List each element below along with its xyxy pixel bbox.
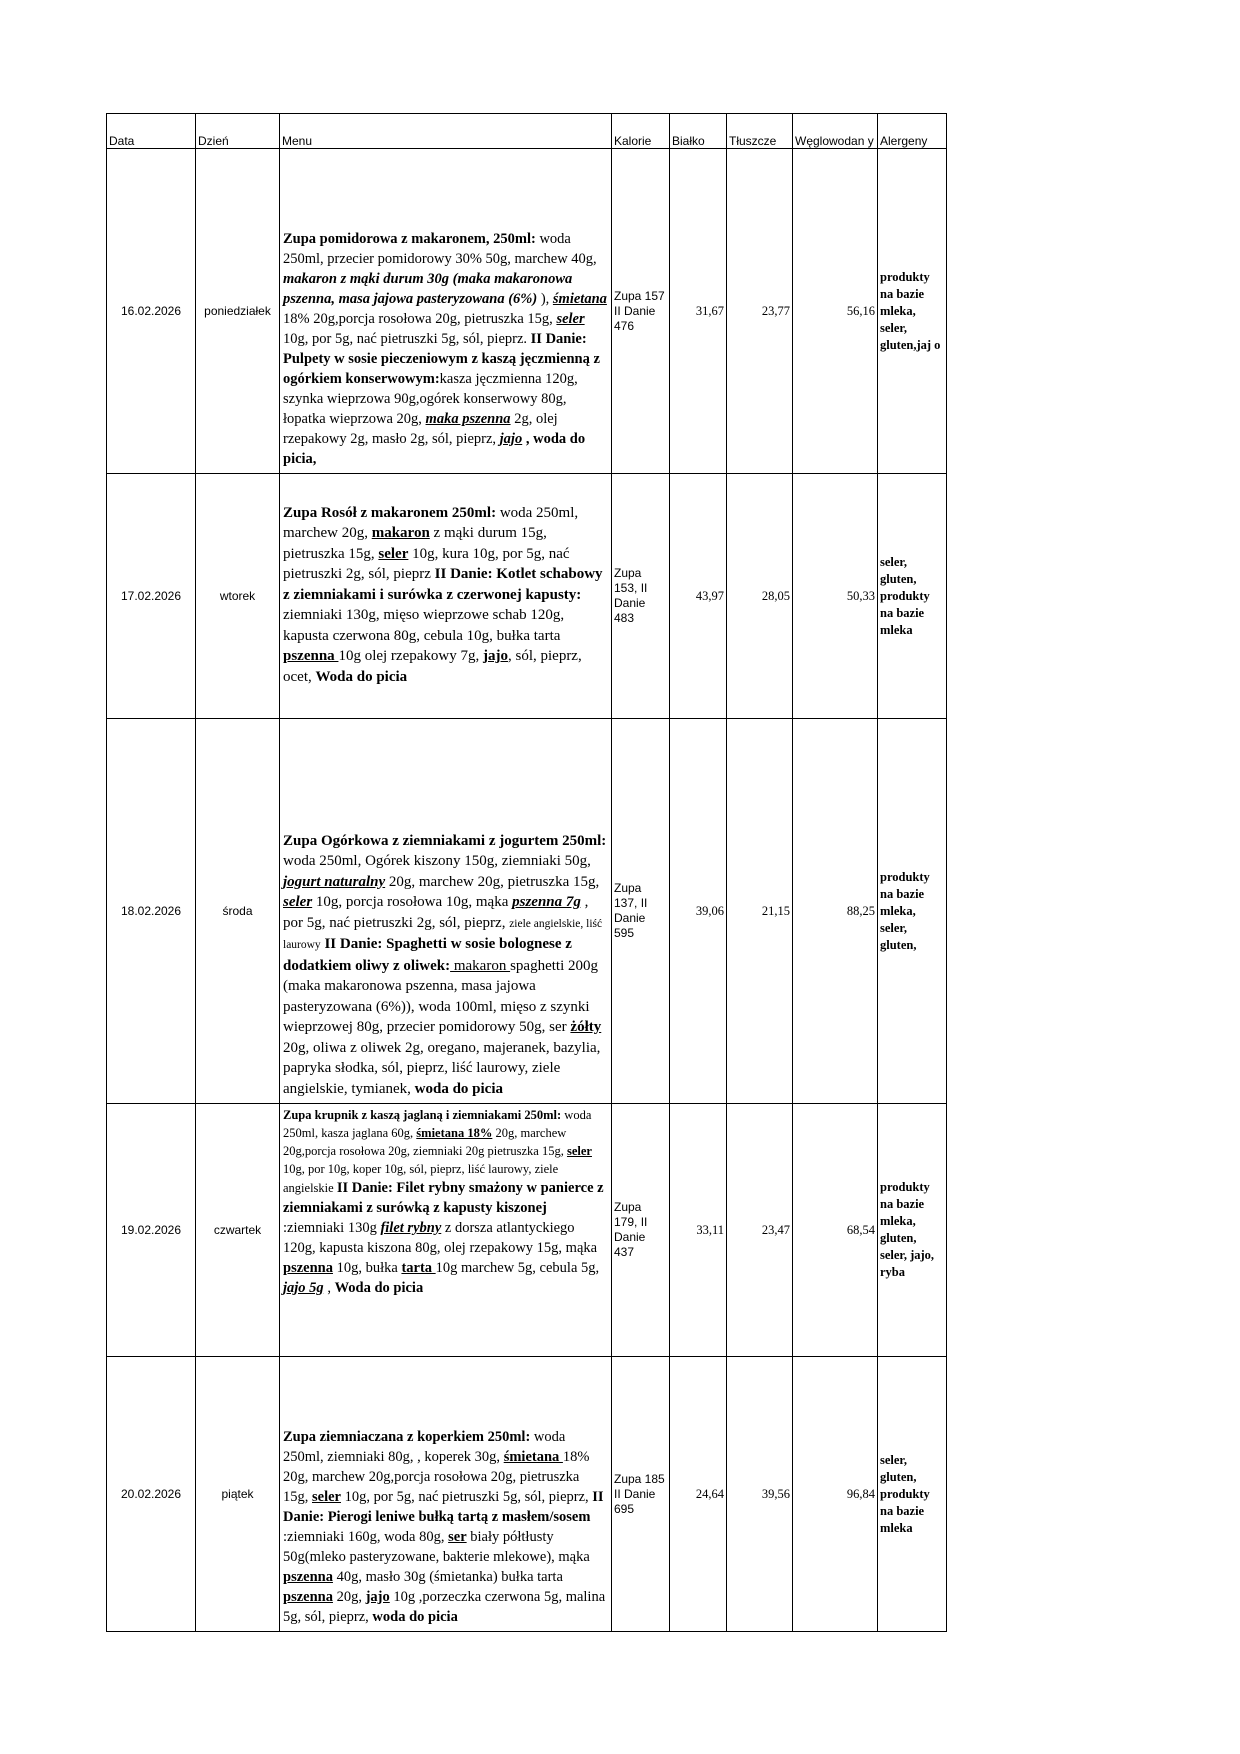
bialko-cell: 33,11	[670, 1104, 727, 1357]
bialko-cell: 43,97	[670, 474, 727, 719]
menu-text: , sól, pieprz, ocet,	[283, 648, 582, 685]
menu-cell	[280, 149, 612, 474]
menu-text: spaghetti 200g (maka makaronowa pszenna, masa jajowa pasteryzowana (6%)), woda 100ml, mięso z szynki wieprzowej 80g, przecier pomidorowy 50g, ser	[283, 957, 598, 1035]
menu-soup-title: Zupa krupnik z kaszą jaglaną i ziemniakami 250ml:	[283, 1108, 562, 1122]
menu-allergen-text: żółty	[570, 1019, 602, 1035]
weglowodany-cell: 50,33	[793, 474, 878, 719]
header-weglowodany: Węglowodan y	[793, 114, 878, 149]
menu-text: Woda do picia	[315, 668, 408, 685]
date-cell: 20.02.2026	[107, 1357, 196, 1632]
menu-allergen-text: jajo	[482, 648, 508, 665]
menu-text: 40g, masło 30g (śmietanka) bułka tarta	[332, 1569, 563, 1585]
menu-text: 10g, por 5g, nać pietruszki 5g, sól, pieprz.	[283, 331, 531, 347]
header-kalorie: Kalorie	[612, 114, 670, 149]
menu-text: z dorsza atlantyckiego 120g, kapusta kiszona 80g, olej rzepakowy 15g, mąka	[283, 1220, 598, 1256]
menu-cell	[280, 1104, 612, 1357]
day-cell: czwartek	[196, 1104, 280, 1357]
tluszcze-cell: 23,77	[727, 149, 793, 474]
menu-main-title: II Danie: Spaghetti w sosie bolognese z dodatkiem oliwy z oliwek:	[283, 936, 572, 974]
kalorie-cell: Zupa 157 II Danie 476	[612, 149, 670, 474]
menu-allergen-text: seler	[312, 1489, 341, 1505]
menu-text: 10g, kura 10g, por 5g, nać pietruszki 2g, sól, pieprz	[283, 545, 570, 583]
table-row	[107, 149, 947, 474]
menu-allergen-text: pszenna	[283, 1589, 333, 1605]
menu-allergen-text: pszenna	[283, 1569, 333, 1585]
tluszcze-cell: 28,05	[727, 474, 793, 719]
menu-table	[106, 113, 947, 1632]
menu-text: ),	[537, 291, 553, 307]
table-row	[107, 1357, 947, 1632]
menu-text: woda do picia	[372, 1609, 458, 1625]
menu-allergen-text: seler	[283, 894, 313, 910]
menu-text: 10g, por 5g, nać pietruszki 5g, sól, pieprz,	[340, 1489, 593, 1505]
menu-allergen-text: makaron	[371, 525, 430, 542]
tluszcze-cell: 23,47	[727, 1104, 793, 1357]
menu-text: 10g, por 10g, koper 10g, sól, pieprz, liść laurowy, ziele angielskie	[283, 1162, 559, 1195]
date-cell: 17.02.2026	[107, 474, 196, 719]
menu-allergen-text: seler	[566, 1144, 592, 1158]
weglowodany-cell: 96,84	[793, 1357, 878, 1632]
menu-allergen-text: makaron z mąki durum 30g (maka makaronowa pszenna, masa jajowa pasteryzowana (6%)	[283, 271, 573, 307]
menu-text: woda 250ml, ziemniaki 80g, , koperek 30g,	[283, 1429, 566, 1465]
alergeny-cell: produkty na bazie mleka, seler, gluten,	[878, 719, 947, 1104]
day-cell: poniedziałek	[196, 149, 280, 474]
header-tluszcze: Tłuszcze	[727, 114, 793, 149]
alergeny-cell: produkty na bazie mleka, gluten, seler, jajo, ryba	[878, 1104, 947, 1357]
header-menu: Menu	[280, 114, 612, 149]
table-row	[107, 474, 947, 719]
menu-soup-title: Zupa pomidorowa z makaronem, 250ml:	[283, 231, 536, 247]
menu-cell	[280, 474, 612, 719]
weglowodany-cell: 88,25	[793, 719, 878, 1104]
bialko-cell: 24,64	[670, 1357, 727, 1632]
menu-allergen-text: ser	[448, 1529, 467, 1545]
menu-text: woda 250ml, marchew 20g,	[283, 504, 579, 542]
table-row	[107, 1104, 947, 1357]
bialko-cell: 31,67	[670, 149, 727, 474]
kalorie-cell: Zupa 185 II Danie 695	[612, 1357, 670, 1632]
menu-text: 10g, bułka	[332, 1260, 402, 1276]
kalorie-cell: Zupa 153, II Danie 483	[612, 474, 670, 719]
day-cell: wtorek	[196, 474, 280, 719]
menu-soup-title: Zupa Ogórkowa z ziemniakami z jogurtem 250ml:	[283, 832, 607, 849]
menu-allergen-text: makaron	[450, 957, 511, 974]
menu-text: 20g, marchew 20g, pietruszka 15g,	[385, 873, 600, 890]
menu-allergen-text: seler	[378, 545, 409, 562]
header-alergeny: Alergeny	[878, 114, 947, 149]
alergeny-cell: seler, gluten, produkty na bazie mleka	[878, 1357, 947, 1632]
menu-allergen-text: pszenna 7g	[512, 894, 581, 910]
menu-text: ,	[323, 1280, 335, 1296]
alergeny-cell: seler, gluten, produkty na bazie mleka	[878, 474, 947, 719]
menu-text: woda do picia	[414, 1080, 503, 1097]
menu-text: biały półtłusty 50g(mleko pasteryzowane, bakterie mlekowe), mąka	[283, 1529, 590, 1565]
menu-text: 10g olej rzepakowy 7g,	[338, 648, 483, 665]
menu-allergen-text: śmietana	[503, 1449, 563, 1465]
menu-allergen-text: seler	[556, 311, 585, 327]
menu-allergen-text: śmietana	[552, 291, 607, 307]
menu-main-title: II Danie: Filet rybny smażony w panierce z ziemniakami z surówką z kapusty kiszonej	[283, 1180, 604, 1216]
menu-allergen-text: pszenna	[283, 648, 339, 665]
menu-soup-title: Zupa ziemniaczana z koperkiem 250ml:	[283, 1429, 531, 1445]
menu-allergen-text: jajo	[499, 431, 523, 447]
header-bialko: Białko	[670, 114, 727, 149]
menu-cell	[280, 719, 612, 1104]
weglowodany-cell: 68,54	[793, 1104, 878, 1357]
menu-allergen-text: filet rybny	[380, 1220, 442, 1236]
header-row	[107, 114, 947, 149]
menu-text: 2g, olej rzepakowy 2g, masło 2g, sól, pieprz,	[283, 411, 558, 447]
menu-text: :ziemniaki 130g	[283, 1220, 381, 1236]
menu-text: 10g ,porzeczka czerwona 5g, malina 5g, sól, pieprz,	[283, 1589, 606, 1625]
menu-soup-title: Zupa Rosół z makaronem 250ml:	[283, 504, 497, 521]
menu-text: 20g, marchew 20g,porcja rosołowa 20g, ziemniaki 20g pietruszka 15g,	[283, 1126, 567, 1158]
menu-allergen-text: tarta	[401, 1260, 436, 1276]
menu-text: ziemniaki 130g, mięso wieprzowe schab 120g, kapusta czerwona 80g, cebula 10g, bułka tarta	[283, 607, 565, 644]
bialko-cell: 39,06	[670, 719, 727, 1104]
menu-cell	[280, 1357, 612, 1632]
tluszcze-cell: 39,56	[727, 1357, 793, 1632]
menu-main-title: II Danie: Kotlet schabowy z ziemniakami i surówka z czerwonej kapusty:	[283, 566, 603, 603]
table-row	[107, 719, 947, 1104]
menu-text: ziele angielskie, liść laurowy	[283, 917, 603, 951]
menu-text: Woda do picia	[334, 1280, 424, 1296]
menu-text: 20g, oliwa z oliwek 2g, oregano, majeranek, bazylia, papryka słodka, sól, pieprz, liść laurowy, ziele angielskie, tymianek,	[283, 1039, 601, 1097]
header-data: Data	[107, 114, 196, 149]
menu-text: 20g,	[332, 1589, 366, 1605]
header-dzien: Dzień	[196, 114, 280, 149]
weglowodany-cell: 56,16	[793, 149, 878, 474]
menu-text: woda 250ml, Ogórek kiszony 150g, ziemniaki 50g,	[283, 853, 591, 869]
kalorie-cell: Zupa 179, II Danie 437	[612, 1104, 670, 1357]
menu-main-title: II Danie: Pierogi leniwe bułką tartą z masłem/sosem	[283, 1489, 604, 1525]
menu-text: woda 250ml, kasza jaglana 60g,	[283, 1108, 592, 1140]
menu-allergen-text: jogurt naturalny	[283, 873, 386, 890]
menu-allergen-text: śmietana 18%	[416, 1126, 493, 1140]
kalorie-cell: Zupa 137, II Danie 595	[612, 719, 670, 1104]
menu-text: :ziemniaki 160g, woda 80g,	[283, 1529, 449, 1545]
menu-text: woda 250ml, przecier pomidorowy 30% 50g, marchew 40g,	[283, 231, 597, 267]
menu-text: , por 5g, nać pietruszki 2g, sól, pieprz,	[283, 894, 589, 931]
date-cell: 16.02.2026	[107, 149, 196, 474]
menu-text: kasza jęczmienna 120g, szynka wieprzowa 90g,ogórek konserwowy 80g, łopatka wieprzowa 20g,	[283, 371, 578, 427]
menu-allergen-text: maka pszenna	[425, 411, 511, 427]
tluszcze-cell: 21,15	[727, 719, 793, 1104]
menu-allergen-text: pszenna	[283, 1260, 333, 1276]
day-cell: środa	[196, 719, 280, 1104]
menu-text: , woda do picia,	[283, 431, 586, 467]
menu-main-title: II Danie: Pulpety w sosie pieczeniowym z kaszą jęczmienną z ogórkiem konserwowym:	[283, 331, 600, 387]
date-cell: 18.02.2026	[107, 719, 196, 1104]
menu-text: z mąki durum 15g, pietruszka 15g,	[283, 525, 547, 562]
menu-allergen-text: jajo 5g	[283, 1280, 324, 1296]
menu-text: 10g, porcja rosołowa 10g, mąka	[312, 894, 513, 910]
menu-text: 10g marchew 5g, cebula 5g,	[435, 1260, 600, 1276]
alergeny-cell: produkty na bazie mleka, seler, gluten,jaj o	[878, 149, 947, 474]
menu-text: 18% 20g,porcja rosołowa 20g, pietruszka 15g,	[283, 311, 557, 327]
menu-text: 18% 20g, marchew 20g,porcja rosołowa 20g, pietruszka 15g,	[283, 1449, 590, 1505]
date-cell: 19.02.2026	[107, 1104, 196, 1357]
day-cell: piątek	[196, 1357, 280, 1632]
menu-allergen-text: jajo	[365, 1589, 390, 1605]
